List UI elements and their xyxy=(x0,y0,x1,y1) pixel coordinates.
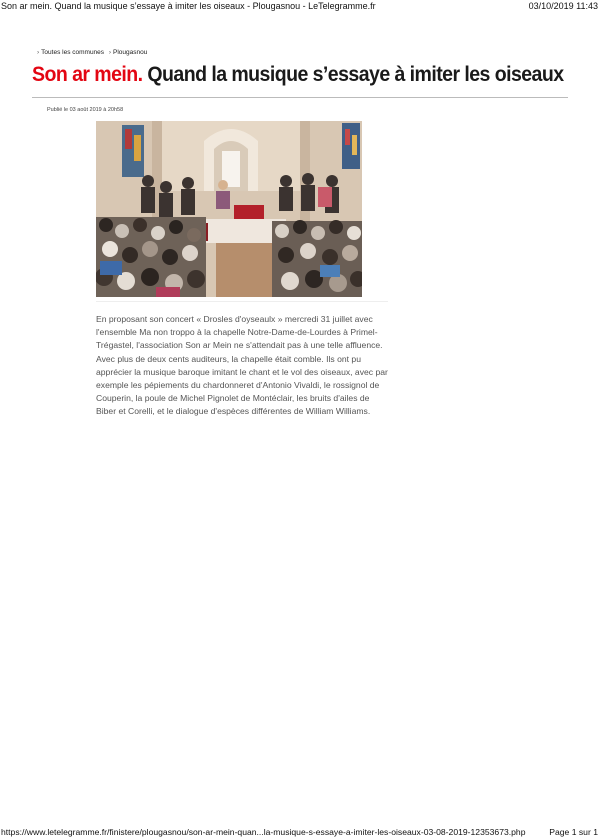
headline-title: Quand la musique s’essaye à imiter les oiseaux xyxy=(147,63,564,86)
concert-photo-illustration xyxy=(96,121,362,297)
breadcrumb-link-all-communes[interactable]: Toutes les communes xyxy=(41,49,105,56)
article-headline xyxy=(32,62,564,88)
breadcrumb-link-plougasnou[interactable]: Plougasnou xyxy=(113,49,148,56)
article-body: En proposant son concert « Drosles d'oyseaulx » mercredi 31 juillet avec l'ensemble Ma non troppo à la chapelle Notre-Dame-de-Lourdes à Primel-Trégastel, l'association Son ar Mein ne s'attendait pas à une telle affluence. Avec plus de deux cents auditeurs, la chapelle était comble. Ils ont pu apprécier la musique baroque imitant le chant et le vol des oiseaux, avec par exemple les pépiements du chardonneret d'Antonio Vivaldi, le rossignol de Couperin, la poule de Michel Pignolet de Montéclair, les bruits d'ailes de Biber et Corelli, et le dialogue d'espèces différentes de William Williams. xyxy=(96,314,388,417)
browser-page-title: Son ar mein. Quand la musique s’essaye à imiter les oiseaux - Plougasnou - LeTelegramme.fr xyxy=(1,1,376,11)
article-photo xyxy=(96,121,362,297)
page-number: Page 1 sur 1 xyxy=(549,827,598,837)
breadcrumb xyxy=(37,49,150,56)
chevron-right-icon: › xyxy=(108,49,112,56)
headline-divider xyxy=(32,97,568,98)
print-footer xyxy=(0,826,600,838)
photo-divider xyxy=(96,301,388,302)
print-header xyxy=(0,0,600,14)
chevron-right-icon: › xyxy=(37,49,40,56)
page-url: https://www.letelegramme.fr/finistere/plougasnou/son-ar-mein-quan...la-musique-s-essaye-a-imiter-les-oiseaux-03-08-2019-12353673.php xyxy=(1,827,526,837)
print-datetime: 03/10/2019 11:43 xyxy=(528,1,598,11)
headline-kicker: Son ar mein. xyxy=(32,63,143,86)
publish-date: Publié le 03 août 2019 à 20h58 xyxy=(47,107,124,113)
